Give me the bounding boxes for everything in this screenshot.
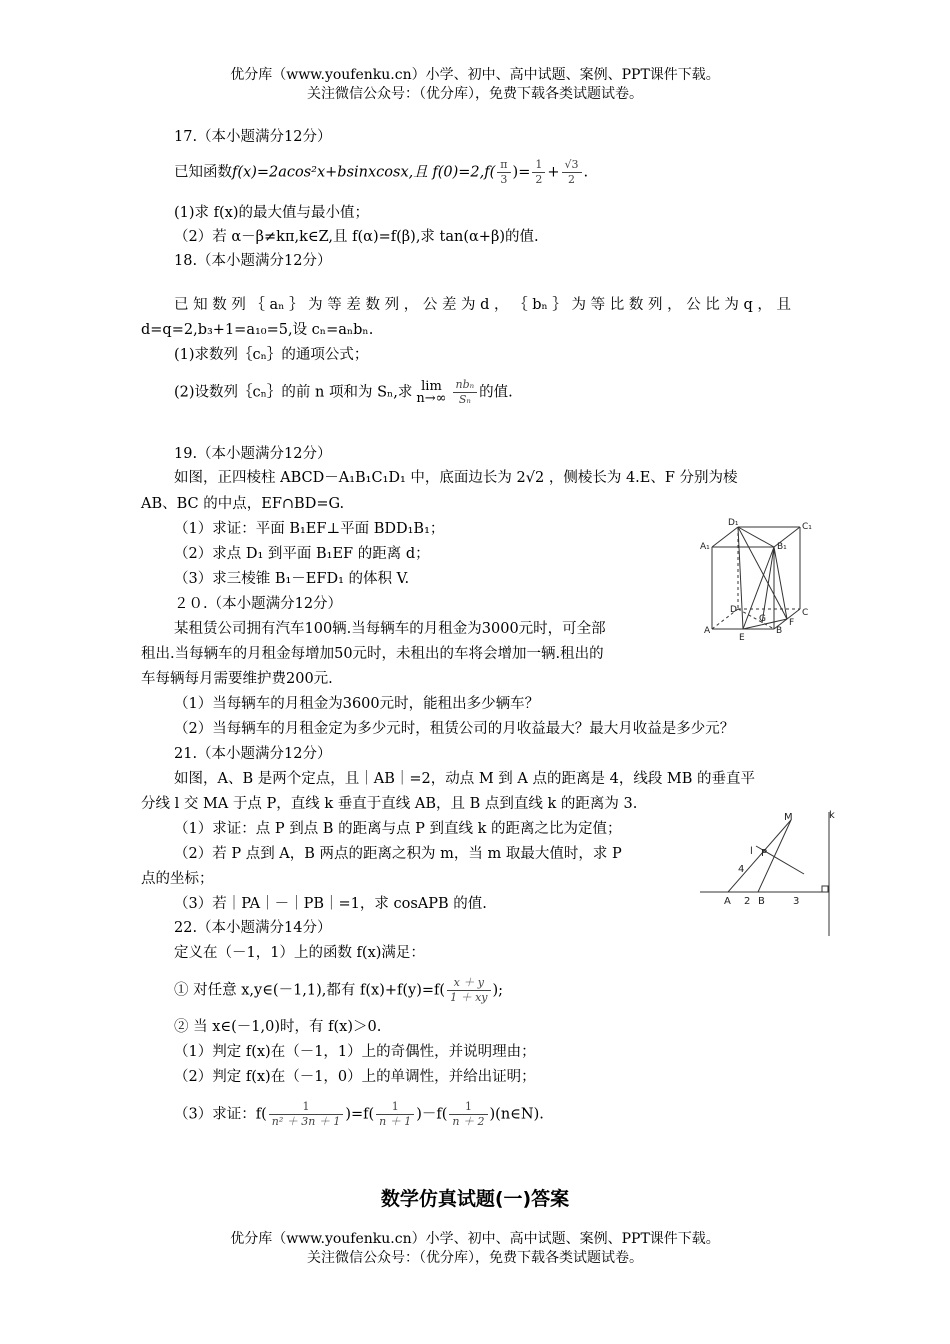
q17-stem-end: . (583, 164, 589, 181)
answer-section-title: 数学仿真试题(一)答案 (380, 1188, 570, 1210)
q21-geometry-figure (696, 806, 842, 940)
q22-condition-1 (174, 976, 503, 1005)
q21-title: 21.（本小题满分12分） (174, 746, 332, 762)
q22-title: 22.（本小题满分14分） (174, 920, 332, 936)
header-line-2: 关注微信公众号：（优分库），免费下载各类试题试卷。 (307, 86, 643, 102)
q22-part3 (174, 1100, 544, 1129)
fig19-label-d: D (730, 605, 737, 615)
q18-frac (453, 378, 478, 407)
q17-title: 17.（本小题满分12分） (174, 129, 332, 145)
q22-part2: （2）判定 f(x)在（－1，0）上的单调性，并给出证明； (174, 1069, 536, 1085)
q18-lim-bottom: n→∞ (416, 390, 447, 406)
q19-part1: （1）求证：平面 B₁EF⊥平面 BDD₁B₁； (174, 521, 445, 537)
q22-c1-den: 1 ＋ xy (450, 991, 488, 1004)
fig19-label-a: A (704, 626, 711, 636)
q17-frac-sqrt3 (562, 158, 582, 187)
q17-part2: （2）若 α－β≠kπ,k∈Z,且 f(α)=f(β),求 tan(α+β)的值. (174, 229, 539, 245)
fig21-label-2: 2 (744, 896, 751, 907)
q22-p3-f1-den: n² ＋ 3n ＋ 1 (271, 1115, 341, 1128)
footer-line-1: 优分库（www.youfenku.cn）小学、初中、高中试题、案例、PPT课件下载。 (230, 1231, 720, 1247)
q17-stem-c: )= (512, 164, 531, 181)
q21-stem-2: 分线 l 交 MA 于点 P，直线 k 垂直于直线 AB，且 B 点到直线 k 的距离为 3. (141, 796, 638, 812)
q22-p3-c: )－f( (416, 1106, 448, 1123)
fig19-label-b1: B₁ (777, 542, 787, 552)
q17-sqrt3-num: √3 (562, 158, 582, 173)
q22-condition-2: ② 当 x∈(－1,0)时，有 f(x)＞0. (174, 1019, 382, 1035)
q22-p3-f2-num: 1 (376, 1100, 414, 1115)
fig21-label-3: 3 (793, 896, 800, 907)
q17-stem (174, 158, 588, 187)
q22-c1-b: ); (492, 982, 504, 999)
q18-stem-1: 已 知 数 列 ｛ aₙ ｝ 为 等 差 数 列 ， 公 差 为 d ， ｛ bₙ ｝ 为 等 比 数 列 ， 公 比 为 q ， 且 (174, 297, 792, 313)
fig19-label-f: F (789, 618, 795, 628)
q22-p3-f3-den: n ＋ 2 (452, 1115, 485, 1128)
q22-p3-b: )=f( (345, 1106, 375, 1123)
q20-part1: （1）当每辆车的月租金为3600元时，能租出多少辆车？ (174, 696, 540, 712)
q21-part3: （3）若｜PA｜－｜PB｜=1，求 cosAPB 的值. (174, 896, 487, 912)
q21-part2-a: （2）若 P 点到 A，B 两点的距离之积为 m，当 m 取最大值时，求 P (174, 846, 622, 862)
q22-part1: （1）判定 f(x)在（－1，1）上的奇偶性，并说明理由； (174, 1044, 536, 1060)
q17-half-num: 1 (532, 158, 545, 173)
q17-half-den: 2 (535, 173, 543, 186)
q22-p3-frac3 (449, 1100, 487, 1129)
q18-title: 18.（本小题满分12分） (174, 253, 332, 269)
q17-sqrt3-den: 2 (568, 173, 575, 186)
q18-lim-top: lim (421, 378, 442, 394)
q18-part2-b: 的值. (479, 384, 513, 401)
q22-p3-f1-num: 1 (269, 1100, 344, 1115)
q18-stem-2: d=q=2,b₃+1=a₁₀=5,设 cₙ=aₙbₙ. (141, 322, 374, 338)
q22-p3-f3-num: 1 (449, 1100, 487, 1115)
q20-stem-2: 租出.当每辆车的月租金每增加50元时，未租出的车将会增加一辆.租出的 (141, 646, 604, 662)
fig21-label-l: l (750, 846, 753, 857)
q20-title: ２０.（本小题满分12分） (174, 596, 343, 612)
q22-p3-f2-den: n ＋ 1 (379, 1115, 412, 1128)
q17-frac-pi3 (497, 158, 510, 187)
fig19-label-e: E (739, 633, 745, 643)
q18-frac-den: Sₙ (458, 393, 471, 406)
q22-p3-frac2 (376, 1100, 414, 1129)
q18-part2 (174, 378, 513, 407)
q19-part3: （3）求三棱锥 B₁－EFD₁ 的体积 V. (174, 571, 410, 587)
q17-stem-a: 已知函数 (174, 164, 232, 181)
q22-c1-frac (447, 976, 490, 1005)
q21-part1: （1）求证：点 P 到点 B 的距离与点 P 到直线 k 的距离之比为定值； (174, 821, 622, 837)
q18-limit (416, 378, 447, 406)
q17-pi3-num: π (497, 158, 510, 173)
q20-stem-3: 车每辆每月需要维护费200元. (141, 671, 333, 687)
fig19-label-c1: C₁ (802, 522, 812, 532)
fig19-label-d1: D₁ (728, 518, 739, 528)
q19-part2: （2）求点 D₁ 到平面 B₁EF 的距离 d； (174, 546, 430, 562)
q17-stem-b: f(x)=2acos²x+bsinxcosx,且 f(0)=2,f( (232, 164, 496, 181)
q17-plus: + (547, 164, 560, 181)
q22-p3-frac1 (269, 1100, 344, 1129)
q19-title: 19.（本小题满分12分） (174, 446, 332, 462)
q19-prism-figure (698, 515, 818, 645)
q22-c1-a: ① 对任意 x,y∈(－1,1),都有 f(x)+f(y)=f( (174, 982, 446, 999)
fig21-label-4: 4 (738, 864, 745, 875)
q18-part2-a: (2)设数列｛cₙ｝的前 n 项和为 Sₙ,求 (174, 384, 413, 401)
q21-part2-b: 点的坐标； (141, 871, 214, 887)
q21-stem-1: 如图，A、B 是两个定点，且｜AB｜=2，动点 M 到 A 点的距离是 4，线段 MB 的垂直平 (174, 771, 756, 787)
fig19-label-a1: A₁ (700, 542, 710, 552)
q17-pi3-den: 3 (500, 173, 508, 186)
fig21-label-a: A (724, 896, 731, 907)
fig19-label-g: G (759, 614, 766, 624)
q22-p3-d: )(n∈N). (489, 1106, 544, 1123)
q20-part2: （2）当每辆车的月租金定为多少元时，租赁公司的月收益最大？最大月收益是多少元？ (174, 721, 735, 737)
q18-part1: (1)求数列｛cₙ｝的通项公式； (174, 347, 369, 363)
q17-frac-half (532, 158, 545, 187)
fig21-label-k: k (829, 810, 835, 821)
fig21-label-p: P (761, 848, 768, 859)
q19-stem-1: 如图，正四棱柱 ABCD－A₁B₁C₁D₁ 中，底面边长为 2√2 ，侧棱长为 4.E、F 分别为棱 (174, 470, 738, 486)
q22-c1-num: x ＋ y (447, 976, 490, 991)
q19-stem-2: AB、BC 的中点，EF∩BD=G. (141, 496, 345, 512)
q22-stem: 定义在（－1，1）上的函数 f(x)满足： (174, 945, 425, 961)
q17-part1: (1)求 f(x)的最大值与最小值； (174, 205, 370, 221)
footer-line-2: 关注微信公众号：（优分库），免费下载各类试题试卷。 (307, 1250, 643, 1266)
q22-p3-a: （3）求证：f( (174, 1106, 267, 1123)
fig19-label-c: C (802, 608, 809, 618)
q20-stem-1: 某租赁公司拥有汽车100辆.当每辆车的月租金为3000元时，可全部 (174, 621, 606, 637)
fig21-label-m: M (784, 812, 793, 823)
fig21-label-b: B (758, 896, 765, 907)
q18-frac-num: nbₙ (453, 378, 478, 393)
header-line-1: 优分库（www.youfenku.cn）小学、初中、高中试题、案例、PPT课件下载。 (230, 67, 720, 83)
fig19-label-b: B (776, 626, 783, 636)
